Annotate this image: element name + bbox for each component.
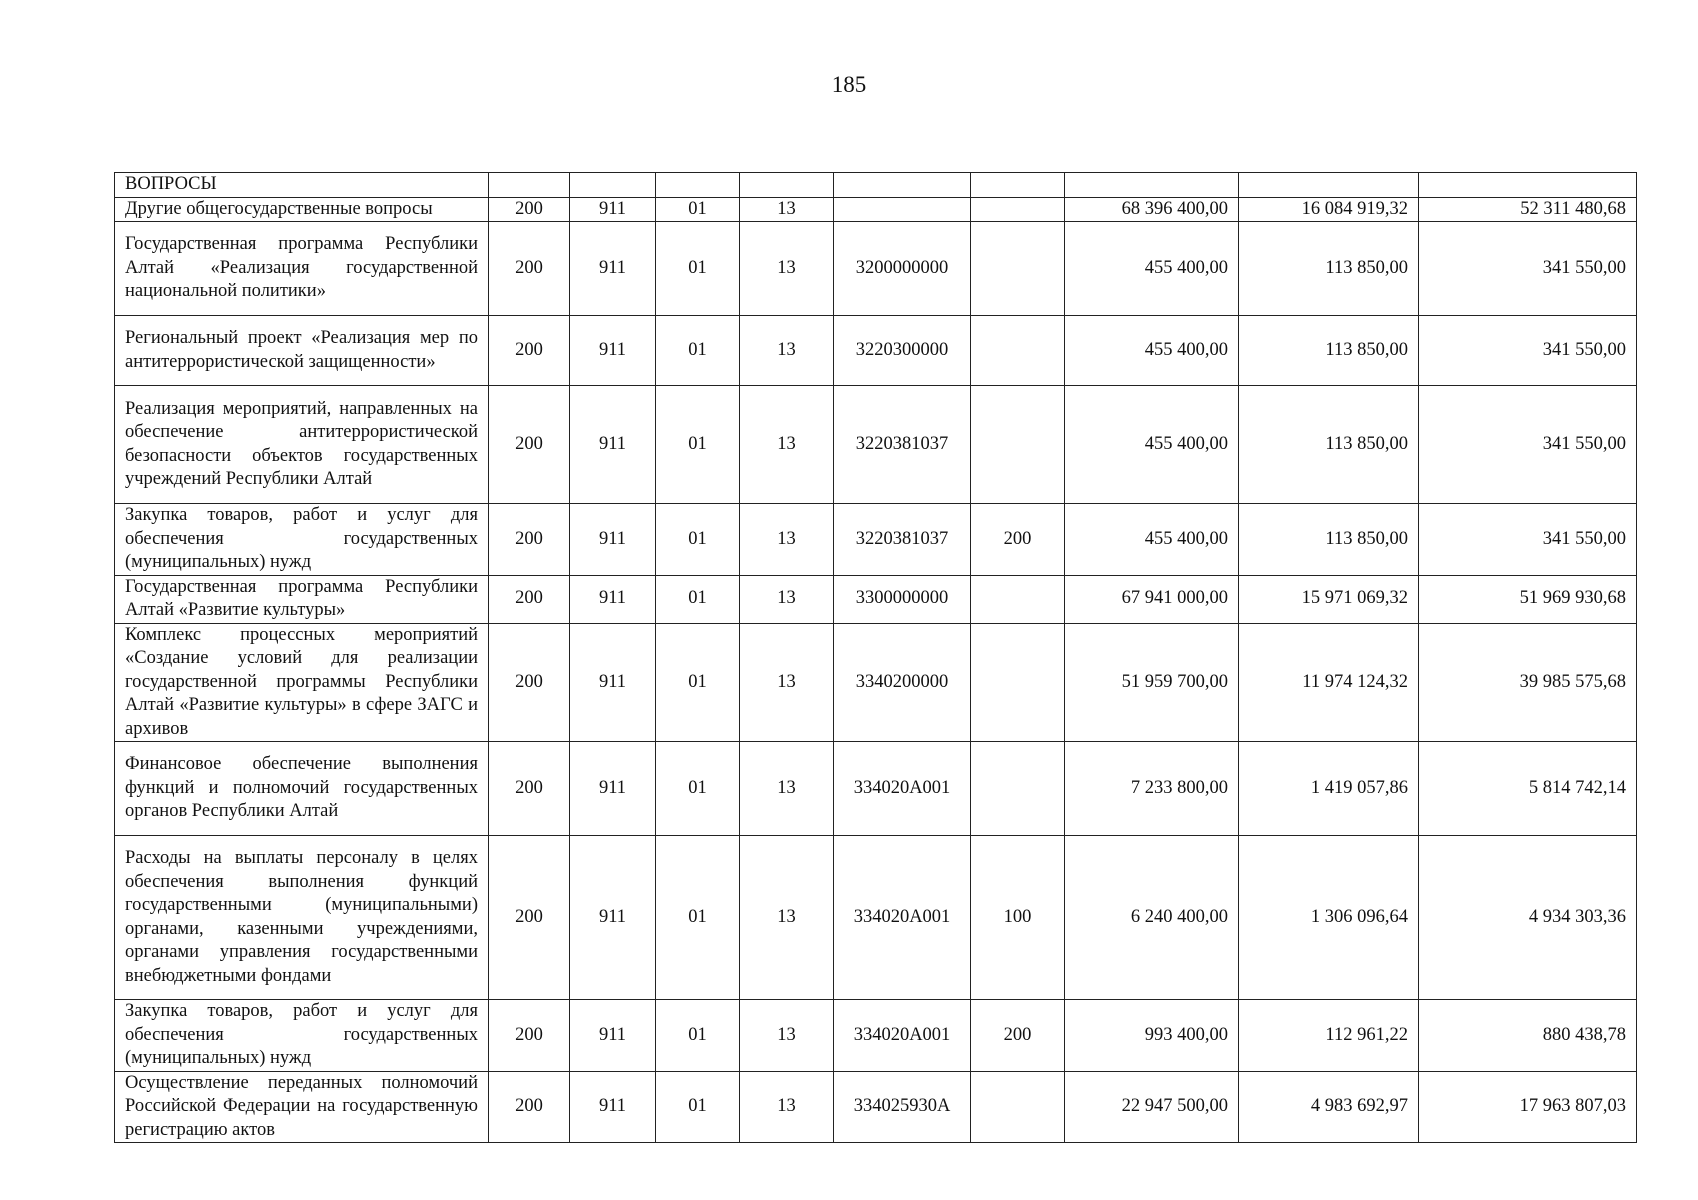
ministry-code-cell: 911	[570, 742, 656, 836]
section-cell: 01	[656, 575, 740, 623]
remaining-amount-cell	[1419, 173, 1637, 198]
executed-amount-cell: 15 971 069,32	[1239, 575, 1419, 623]
ministry-code-cell: 911	[570, 222, 656, 316]
planned-amount-cell: 993 400,00	[1065, 1000, 1239, 1072]
target-article-cell: 3220381037	[834, 386, 971, 504]
executed-amount-cell: 113 850,00	[1239, 504, 1419, 576]
ministry-code-cell	[570, 173, 656, 198]
planned-amount-cell: 51 959 700,00	[1065, 623, 1239, 742]
ministry-code-cell: 911	[570, 623, 656, 742]
target-article-cell: 3220381037	[834, 504, 971, 576]
executed-amount-cell: 113 850,00	[1239, 386, 1419, 504]
description-cell: Расходы на выплаты персоналу в целях обеспечения выполнения функций государственными (муниципальными) органами, казенными учреждениями, органами управления государственными внебюджетными фондами	[115, 836, 489, 1000]
section-cell	[656, 173, 740, 198]
subsection-cell: 13	[740, 742, 834, 836]
planned-amount-cell: 6 240 400,00	[1065, 836, 1239, 1000]
page-number: 185	[831, 72, 867, 97]
remaining-amount-cell: 341 550,00	[1419, 504, 1637, 576]
executed-amount-cell: 4 983 692,97	[1239, 1071, 1419, 1143]
table-row	[115, 316, 1637, 386]
admin-code-cell: 200	[489, 504, 570, 576]
expense-type-cell	[971, 623, 1065, 742]
description-cell: Комплекс процессных мероприятий «Создание условий для реализации государственной программы Республики Алтай «Развитие культуры» в сфере ЗАГС и архивов	[115, 623, 489, 742]
executed-amount-cell: 16 084 919,32	[1239, 197, 1419, 222]
ministry-code-cell: 911	[570, 197, 656, 222]
table-row	[115, 742, 1637, 836]
table-row	[115, 173, 1637, 198]
expense-type-cell	[971, 197, 1065, 222]
remaining-amount-cell: 39 985 575,68	[1419, 623, 1637, 742]
executed-amount-cell: 1 306 096,64	[1239, 836, 1419, 1000]
ministry-code-cell: 911	[570, 836, 656, 1000]
section-cell: 01	[656, 623, 740, 742]
subsection-cell: 13	[740, 623, 834, 742]
admin-code-cell: 200	[489, 623, 570, 742]
expense-type-cell	[971, 386, 1065, 504]
executed-amount-cell: 1 419 057,86	[1239, 742, 1419, 836]
expense-type-cell: 200	[971, 504, 1065, 576]
section-cell: 01	[656, 742, 740, 836]
admin-code-cell: 200	[489, 316, 570, 386]
executed-amount-cell: 11 974 124,32	[1239, 623, 1419, 742]
table-body	[115, 173, 1637, 1143]
section-cell: 01	[656, 504, 740, 576]
planned-amount-cell: 455 400,00	[1065, 222, 1239, 316]
target-article-cell: 3340200000	[834, 623, 971, 742]
target-article-cell: 3200000000	[834, 222, 971, 316]
section-cell: 01	[656, 222, 740, 316]
remaining-amount-cell: 52 311 480,68	[1419, 197, 1637, 222]
expense-type-cell: 100	[971, 836, 1065, 1000]
expense-type-cell	[971, 575, 1065, 623]
description-cell: ВОПРОСЫ	[115, 173, 489, 198]
admin-code-cell: 200	[489, 197, 570, 222]
section-cell: 01	[656, 386, 740, 504]
target-article-cell: 334020А001	[834, 836, 971, 1000]
remaining-amount-cell: 5 814 742,14	[1419, 742, 1637, 836]
section-cell: 01	[656, 1071, 740, 1143]
admin-code-cell	[489, 173, 570, 198]
planned-amount-cell: 22 947 500,00	[1065, 1071, 1239, 1143]
subsection-cell: 13	[740, 222, 834, 316]
planned-amount-cell	[1065, 173, 1239, 198]
table-row	[115, 623, 1637, 742]
subsection-cell: 13	[740, 1071, 834, 1143]
subsection-cell: 13	[740, 1000, 834, 1072]
description-cell: Государственная программа Республики Алтай «Развитие культуры»	[115, 575, 489, 623]
subsection-cell: 13	[740, 197, 834, 222]
remaining-amount-cell: 51 969 930,68	[1419, 575, 1637, 623]
planned-amount-cell: 455 400,00	[1065, 504, 1239, 576]
description-cell: Другие общегосударственные вопросы	[115, 197, 489, 222]
planned-amount-cell: 455 400,00	[1065, 386, 1239, 504]
section-cell: 01	[656, 1000, 740, 1072]
table-row	[115, 386, 1637, 504]
table-row	[115, 197, 1637, 222]
table-row	[115, 575, 1637, 623]
target-article-cell: 334020А001	[834, 1000, 971, 1072]
executed-amount-cell: 112 961,22	[1239, 1000, 1419, 1072]
description-cell: Закупка товаров, работ и услуг для обеспечения государственных (муниципальных) нужд	[115, 1000, 489, 1072]
section-cell: 01	[656, 197, 740, 222]
description-cell: Финансовое обеспечение выполнения функций и полномочий государственных органов Республики Алтай	[115, 742, 489, 836]
admin-code-cell: 200	[489, 836, 570, 1000]
section-cell: 01	[656, 316, 740, 386]
budget-table	[114, 172, 1637, 1143]
subsection-cell: 13	[740, 386, 834, 504]
remaining-amount-cell: 880 438,78	[1419, 1000, 1637, 1072]
subsection-cell: 13	[740, 504, 834, 576]
expense-type-cell	[971, 1071, 1065, 1143]
description-cell: Региональный проект «Реализация мер по антитеррористической защищенности»	[115, 316, 489, 386]
target-article-cell: 334025930А	[834, 1071, 971, 1143]
planned-amount-cell: 455 400,00	[1065, 316, 1239, 386]
admin-code-cell: 200	[489, 1071, 570, 1143]
admin-code-cell: 200	[489, 742, 570, 836]
expense-type-cell	[971, 316, 1065, 386]
subsection-cell	[740, 173, 834, 198]
subsection-cell: 13	[740, 836, 834, 1000]
admin-code-cell: 200	[489, 575, 570, 623]
table-row	[115, 504, 1637, 576]
ministry-code-cell: 911	[570, 504, 656, 576]
description-cell: Реализация мероприятий, направленных на обеспечение антитеррористической безопасности объектов государственных учреждений Республики Алтай	[115, 386, 489, 504]
admin-code-cell: 200	[489, 386, 570, 504]
target-article-cell	[834, 197, 971, 222]
section-cell: 01	[656, 836, 740, 1000]
target-article-cell: 3220300000	[834, 316, 971, 386]
table-row	[115, 1071, 1637, 1143]
description-cell: Осуществление переданных полномочий Российской Федерации на государственную регистрацию актов	[115, 1071, 489, 1143]
ministry-code-cell: 911	[570, 386, 656, 504]
expense-type-cell: 200	[971, 1000, 1065, 1072]
remaining-amount-cell: 341 550,00	[1419, 316, 1637, 386]
subsection-cell: 13	[740, 575, 834, 623]
planned-amount-cell: 67 941 000,00	[1065, 575, 1239, 623]
description-cell: Закупка товаров, работ и услуг для обеспечения государственных (муниципальных) нужд	[115, 504, 489, 576]
ministry-code-cell: 911	[570, 316, 656, 386]
planned-amount-cell: 68 396 400,00	[1065, 197, 1239, 222]
admin-code-cell: 200	[489, 222, 570, 316]
ministry-code-cell: 911	[570, 575, 656, 623]
remaining-amount-cell: 4 934 303,36	[1419, 836, 1637, 1000]
executed-amount-cell: 113 850,00	[1239, 222, 1419, 316]
expense-type-cell	[971, 742, 1065, 836]
expense-type-cell	[971, 173, 1065, 198]
table-row	[115, 836, 1637, 1000]
ministry-code-cell: 911	[570, 1071, 656, 1143]
expense-type-cell	[971, 222, 1065, 316]
executed-amount-cell	[1239, 173, 1419, 198]
remaining-amount-cell: 341 550,00	[1419, 222, 1637, 316]
planned-amount-cell: 7 233 800,00	[1065, 742, 1239, 836]
admin-code-cell: 200	[489, 1000, 570, 1072]
target-article-cell	[834, 173, 971, 198]
target-article-cell: 334020А001	[834, 742, 971, 836]
table-row	[115, 1000, 1637, 1072]
remaining-amount-cell: 17 963 807,03	[1419, 1071, 1637, 1143]
ministry-code-cell: 911	[570, 1000, 656, 1072]
remaining-amount-cell: 341 550,00	[1419, 386, 1637, 504]
subsection-cell: 13	[740, 316, 834, 386]
target-article-cell: 3300000000	[834, 575, 971, 623]
executed-amount-cell: 113 850,00	[1239, 316, 1419, 386]
description-cell: Государственная программа Республики Алтай «Реализация государственной национальной политики»	[115, 222, 489, 316]
table-row	[115, 222, 1637, 316]
